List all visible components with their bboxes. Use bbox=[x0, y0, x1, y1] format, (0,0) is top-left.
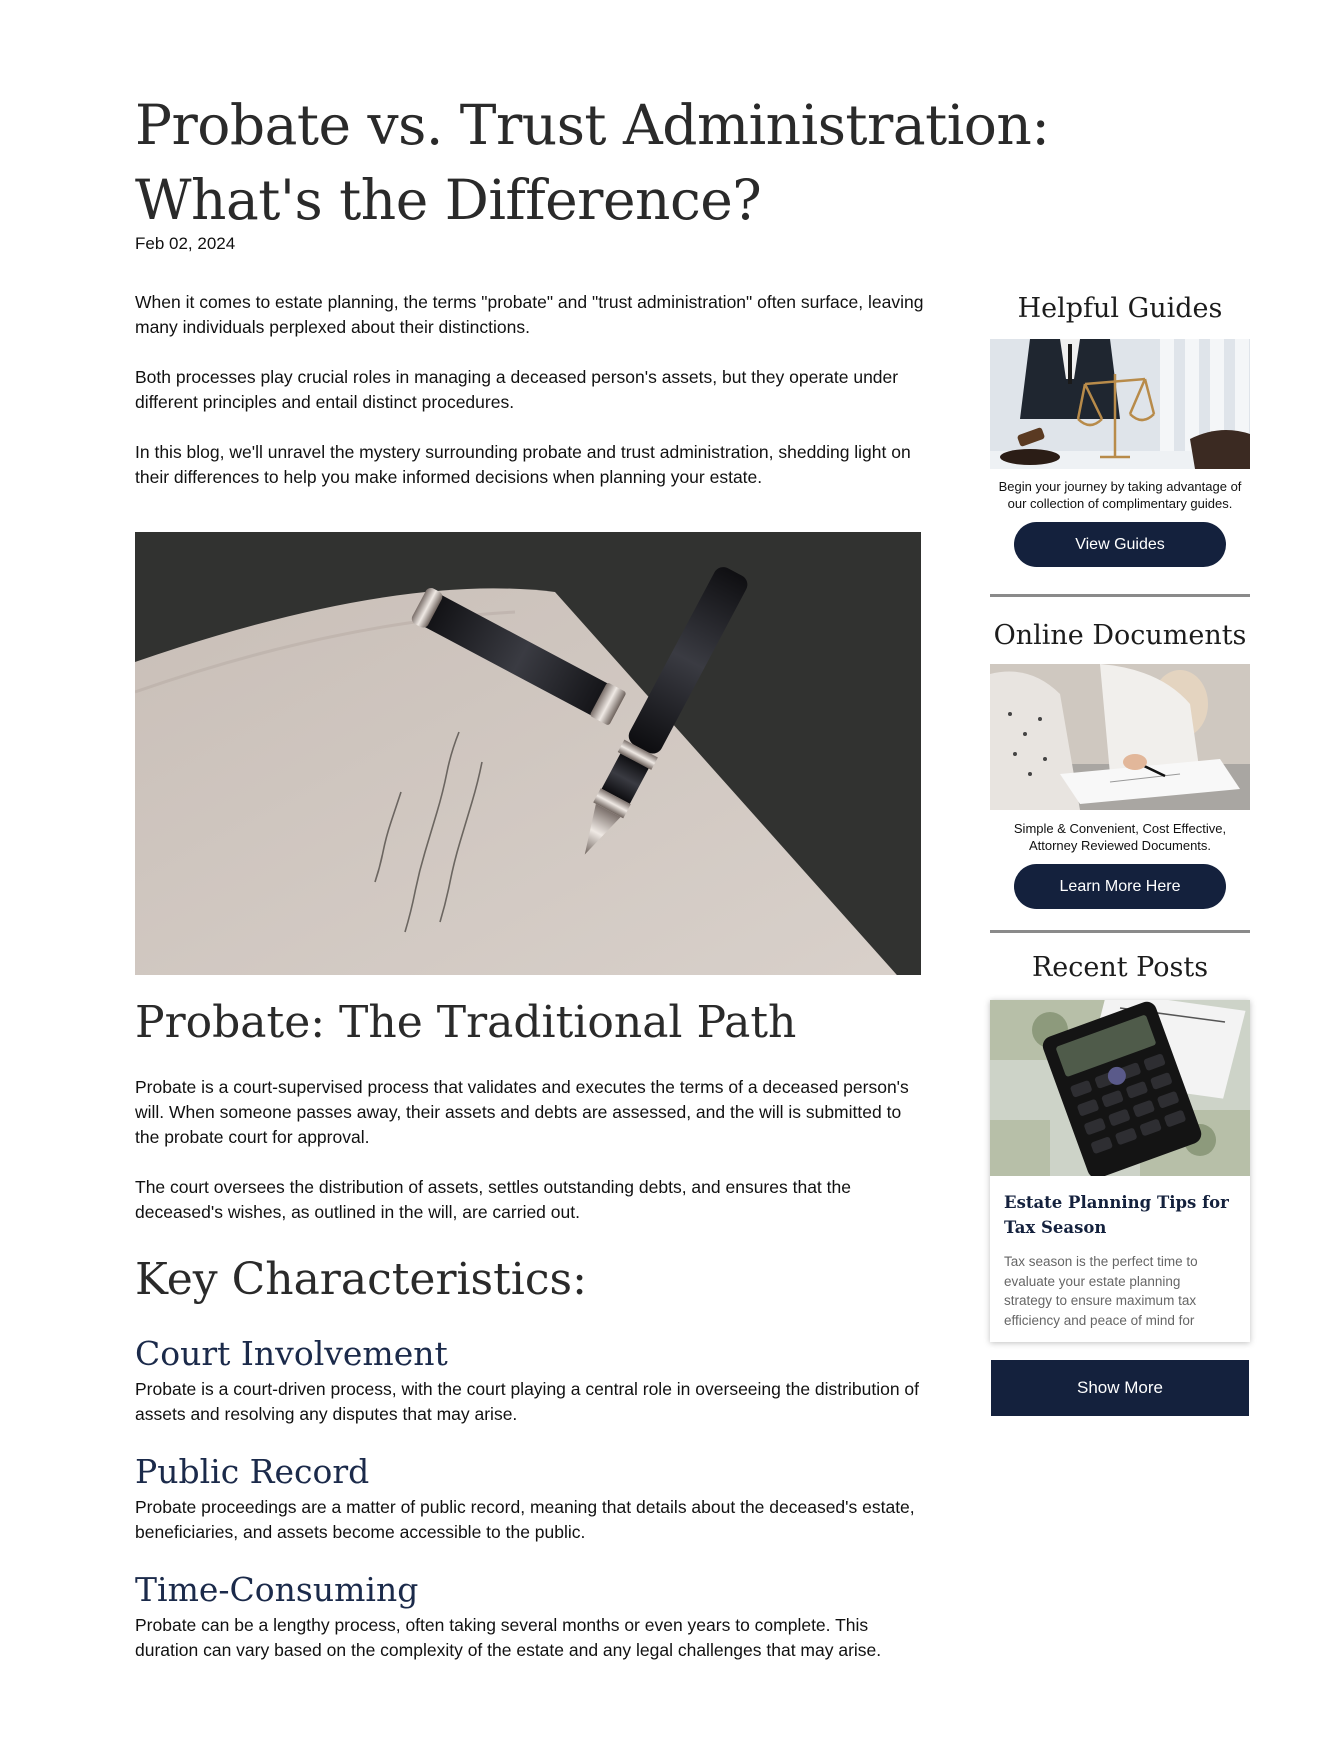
recent-post-title[interactable]: Estate Planning Tips for Tax Season bbox=[1004, 1193, 1229, 1237]
learn-more-button[interactable]: Learn More Here bbox=[1014, 864, 1226, 909]
characteristic-text: Probate proceedings are a matter of public record, meaning that details about the deceased's estate, beneficiaries, and assets become accessible to the public. bbox=[135, 1497, 915, 1542]
guides-image-scales-of-justice bbox=[990, 339, 1250, 469]
view-guides-button[interactable]: View Guides bbox=[1014, 522, 1226, 567]
show-more-button[interactable]: Show More bbox=[991, 1360, 1249, 1416]
post-date: Feb 02, 2024 bbox=[135, 234, 236, 253]
documents-caption: Simple & Convenient, Cost Effective, Attorney Reviewed Documents. bbox=[1013, 821, 1227, 853]
characteristic-text: Probate is a court-driven process, with the court playing a central role in overseeing the distribution of assets and resolving any disputes that may arise. bbox=[135, 1379, 920, 1424]
characteristic-title: Public Record bbox=[135, 1452, 370, 1491]
helpful-guides-heading: Helpful Guides bbox=[1017, 293, 1223, 324]
documents-image-signing bbox=[990, 664, 1250, 810]
guides-caption: Begin your journey by taking advantage of our collection of complimentary guides. bbox=[998, 479, 1242, 511]
characteristic-text: Probate can be a lengthy process, often taking several months or even years to complete. This duration can vary based on the complexity of the estate and any legal challenges that may arise. bbox=[135, 1615, 882, 1660]
key-characteristics-heading: Key Characteristics: bbox=[135, 1254, 587, 1305]
recent-posts-heading: Recent Posts bbox=[1031, 952, 1209, 983]
section-heading: Probate: The Traditional Path bbox=[135, 997, 797, 1048]
section-paragraph: Probate is a court-supervised process that validates and executes the terms of a deceased person's will. When someone passes away, their assets and debts are assessed, and the will is submitted to the probate court for approval. bbox=[135, 1077, 909, 1147]
online-documents-heading: Online Documents bbox=[993, 620, 1247, 651]
section-paragraph: The court oversees the distribution of assets, settles outstanding debts, and ensures that the deceased's wishes, as outlined in the will, are carried out. bbox=[135, 1177, 851, 1222]
sidebar-divider bbox=[990, 594, 1250, 597]
intro-paragraph: Both processes play crucial roles in managing a deceased person's assets, but they operate under different principles and entail distinct procedures. bbox=[135, 367, 899, 412]
recent-post-image-calculator bbox=[990, 1000, 1250, 1176]
intro-paragraph: In this blog, we'll unravel the mystery surrounding probate and trust administration, shedding light on their differences to help you make informed decisions when planning your estate. bbox=[135, 442, 911, 487]
characteristic-title: Time-Consuming bbox=[135, 1570, 419, 1609]
sidebar-divider bbox=[990, 930, 1250, 933]
intro-paragraph: When it comes to estate planning, the terms "probate" and "trust administration" often surface, leaving many individuals perplexed about their distinctions. bbox=[135, 292, 924, 337]
hero-image-pen-and-letter bbox=[135, 532, 921, 975]
characteristic-title: Court Involvement bbox=[135, 1334, 448, 1373]
article-title: Probate vs. Trust Administration: What's the Difference? bbox=[135, 93, 1050, 232]
recent-post-card[interactable] bbox=[990, 1000, 1250, 1342]
recent-post-excerpt: Tax season is the perfect time to evaluate your estate planning strategy to ensure maximum tax efficiency and peace of mind for bbox=[1004, 1254, 1198, 1328]
